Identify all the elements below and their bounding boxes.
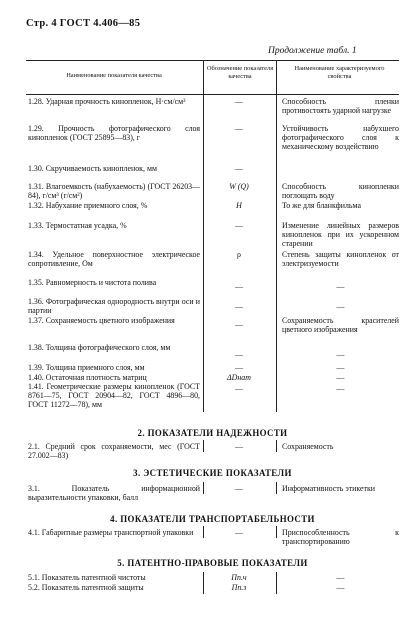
row-property: Степень защиты кинопленок от электризуемости: [282, 250, 399, 269]
row-name: 1.37. Сохраняемость цветного изображения: [28, 316, 175, 325]
header-bottom-rule: [26, 94, 399, 95]
row-property: Сохраняемость красителей цветного изображения: [282, 316, 399, 335]
row-name: 1.31. Влагоемкость (набухаемость) (ГОСТ 26203—84), г/см³ (г/см²): [28, 182, 200, 201]
patent-row-symbol: Пп.ч: [231, 573, 247, 582]
row-symbol: W (Q): [229, 182, 249, 191]
column-bar: [203, 526, 204, 538]
row-property: —: [336, 350, 345, 359]
table-continuation: Продолжение табл. 1: [268, 46, 357, 56]
section-row-name: 4.1. Габаритные размеры транспортной упаковки: [28, 528, 194, 537]
row-name: 1.36. Фотографическая однородность внутри оси и партии: [28, 297, 200, 316]
row-name: 1.40. Остаточная плотность матриц: [28, 373, 147, 382]
section-title: 2. ПОКАЗАТЕЛИ НАДЕЖНОСТИ: [137, 428, 288, 438]
column-bar: [203, 572, 204, 594]
row-property: —: [336, 282, 345, 291]
section-row-symbol: —: [235, 484, 243, 493]
column-bar: [203, 482, 204, 494]
row-name: 1.32. Набухание приемного слоя, %: [28, 201, 148, 210]
row-symbol: —: [235, 124, 243, 133]
row-name: 1.30. Скручиваемость кинопленок, мм: [28, 164, 157, 173]
row-name: 1.33. Термостатная усадка, %: [28, 221, 127, 230]
row-symbol: —: [235, 384, 243, 393]
row-name: 1.41. Геометрические размеры кинопленок (ГОСТ 8761—75, ГОСТ 20904—82, ГОСТ 4896—80, ГОСТ 11272—78), мм: [28, 382, 200, 410]
row-name: 1.38. Толщина фотографического слоя, мм: [28, 343, 171, 352]
row-property: —: [336, 384, 345, 393]
row-name: 1.28. Ударная прочность кинопленок, Н·см/см³: [28, 97, 186, 106]
section-row-name: 2.1. Средний срок сохраняемости, мес (ГОСТ 27.002—83): [28, 442, 200, 461]
header-divider-2: [276, 60, 277, 94]
body-divider-1: [203, 94, 204, 412]
section-row-property: Приспособленность к транспортированию: [282, 528, 399, 547]
column-bar: [276, 572, 277, 594]
column-bar: [276, 440, 277, 452]
row-property: —: [336, 363, 345, 372]
row-symbol: —: [235, 350, 243, 359]
row-symbol: ρ: [237, 250, 241, 259]
section-row-symbol: —: [235, 442, 243, 451]
row-property: Способность кинопленки поглощать воду: [282, 182, 399, 201]
patent-row-symbol: Пп.з: [231, 583, 247, 592]
row-property: Изменение линейных размеров кинопленок при их ускоренном старении: [282, 221, 399, 249]
row-symbol: —: [235, 320, 243, 329]
column-header-symbol: Обозначение показателя качества: [206, 65, 274, 80]
row-symbol: ΔDнат: [227, 373, 251, 382]
section-title: 5. ПАТЕНТНО-ПРАВОВЫЕ ПОКАЗАТЕЛИ: [117, 558, 308, 568]
header-top-rule: [26, 60, 399, 61]
patent-row-name: 5.2. Показатель патентной защиты: [28, 583, 144, 592]
section-row-property: Информативность этикетки: [282, 484, 376, 493]
row-symbol: H: [236, 201, 242, 210]
row-symbol: —: [235, 363, 243, 372]
patent-row-name: 5.1. Показатель патентной чистоты: [28, 573, 146, 582]
row-symbol: —: [235, 97, 243, 106]
header-divider-1: [203, 60, 204, 94]
column-bar: [203, 440, 204, 452]
row-symbol: —: [235, 164, 243, 173]
column-header-name: Наименование показателя качества: [66, 72, 162, 79]
section-title: 3. ЭСТЕТИЧЕСКИЕ ПОКАЗАТЕЛИ: [133, 468, 292, 478]
row-property: Устойчивость набухшего фотографического слоя к механическому воздействию: [282, 124, 399, 152]
page-header: Стр. 4 ГОСТ 4.406—85: [26, 18, 141, 29]
column-bar: [276, 526, 277, 538]
section-title: 4. ПОКАЗАТЕЛИ ТРАНСПОРТАБЕЛЬНОСТИ: [110, 514, 315, 524]
row-property: Способность пленки противостоять ударной нагрузке: [282, 97, 399, 116]
row-name: 1.39. Толщина приемного слоя, мм: [28, 363, 145, 372]
column-bar: [276, 482, 277, 494]
column-header-property: Наименование характеризуемого свойства: [294, 65, 385, 80]
row-name: 1.34. Удельное поверхностное электрическое сопротивление, Ом: [28, 250, 200, 269]
row-symbol: —: [235, 221, 243, 230]
patent-row-property: —: [336, 583, 345, 592]
row-symbol: —: [235, 282, 243, 291]
body-divider-2: [276, 94, 277, 412]
section-row-name: 3.1. Показатель информационной выразительности упаковки, балл: [28, 484, 200, 503]
section-row-symbol: —: [235, 528, 243, 537]
row-name: 1.35. Равномерность и чистота полива: [28, 278, 157, 287]
row-property: —: [336, 302, 345, 311]
patent-row-property: —: [336, 573, 345, 582]
section-row-property: Сохраняемость: [282, 442, 334, 451]
row-symbol: —: [235, 302, 243, 311]
row-name: 1.29. Прочность фотографического слоя кинопленок (ГОСТ 25895—83), г: [28, 124, 200, 143]
row-property: —: [336, 373, 345, 382]
row-property: То же для бланкфильма: [282, 201, 361, 210]
